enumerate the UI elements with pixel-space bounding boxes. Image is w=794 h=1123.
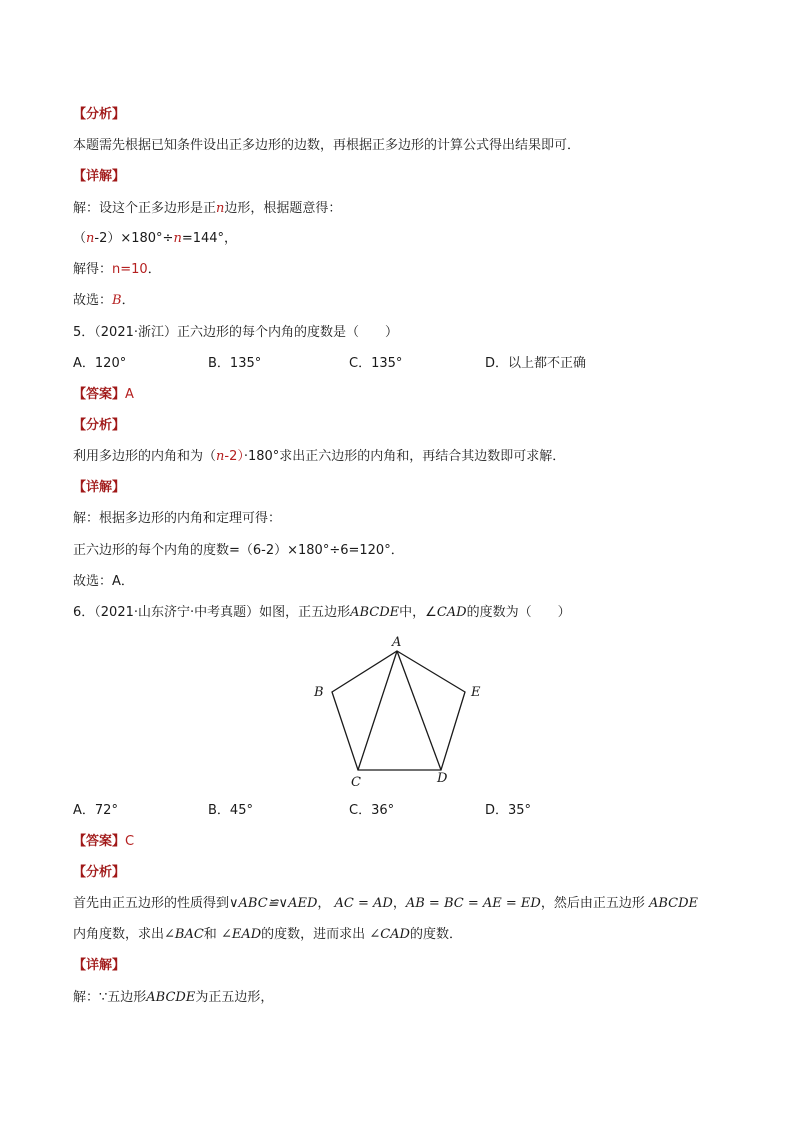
- q6-detail-tag: 【详解】: [73, 958, 126, 973]
- q5-option-b-value: 135°: [229, 356, 262, 371]
- vertex-label-a: A: [392, 635, 402, 650]
- q5-analysis-n: n: [216, 449, 225, 464]
- q6-option-b-label: B．: [208, 803, 230, 818]
- q4-eq-open: （: [73, 231, 87, 246]
- q6-option-b-value: 45°: [229, 803, 253, 818]
- q4-detail-tag: 【详解】: [73, 169, 126, 184]
- q5-analysis-tag: 【分析】: [73, 418, 126, 433]
- q5-analysis-prefix: 利用多边形的内角和为（: [73, 449, 217, 464]
- q5-option-c-label: C．: [349, 356, 372, 371]
- q6-answer: [73, 833, 134, 851]
- diagonal-ad: [397, 651, 441, 770]
- q5-option-c-value: 135°: [371, 356, 403, 371]
- q5-sol-line2: 正六边形的每个内角的度数=（6-2）×180°÷6=120°．: [73, 543, 404, 558]
- vertex-label-c: C: [351, 775, 361, 790]
- q6-option-c-label: C．: [349, 803, 372, 818]
- q6-analysis-name: ABCDE: [648, 896, 699, 911]
- q4-choice-prefix: 故选：: [73, 293, 113, 308]
- q6-option-d-label: D．: [485, 803, 509, 818]
- q6-option-c-value: 36°: [371, 803, 395, 818]
- q6-analysis-l1-d: ，然后由正五边形: [540, 896, 645, 911]
- q5-option-b: [208, 355, 261, 373]
- q6-stem-mid: 中，∠: [399, 605, 437, 620]
- q4-res-value: n=10: [112, 262, 148, 277]
- q6-sol-prefix: 解：∵五边形: [73, 990, 147, 1005]
- q5-detail-tag: 【详解】: [73, 480, 126, 495]
- q5-choice: 故选：A．: [73, 574, 134, 589]
- q4-eq-n: n: [86, 231, 95, 246]
- q6-stem-prefix: 6．（2021·山东济宁·中考真题）如图，正五边形: [73, 605, 351, 620]
- diagonal-ac: [358, 651, 397, 770]
- q5-option-a: [73, 355, 126, 373]
- q6-analysis-l2-b: 和: [203, 927, 217, 942]
- q5-sol-line1: 解：根据多边形的内角和定理可得：: [73, 511, 282, 526]
- vertex-label-d: D: [437, 771, 448, 786]
- q5-option-a-value: 120°: [94, 356, 127, 371]
- q5-option-c: [349, 355, 402, 373]
- q5-option-d-label: D．: [485, 356, 509, 371]
- q6-stem-name: ABCDE: [350, 605, 400, 620]
- q5-option-a-label: A．: [73, 356, 95, 371]
- q5-answer: [73, 386, 134, 404]
- q6-analysis-l1-c: ，: [392, 896, 406, 911]
- q6-sol-name: ABCDE: [146, 990, 196, 1005]
- q6-analysis-congruence: ∨ABC≌∨AED: [229, 896, 318, 911]
- q6-analysis-ang1: ∠BAC: [164, 927, 204, 942]
- q4-sol-suffix: 边形，根据题意得：: [224, 201, 342, 216]
- q4-choice-end: ．: [121, 293, 135, 308]
- q5-analysis-suffix: ·180°求出正六边形的内角和，再结合其边数即可求解．: [243, 449, 566, 464]
- q6-stem: [73, 604, 571, 622]
- vertex-label-e: E: [471, 685, 481, 700]
- q6-analysis-l2-d: 的度数．: [409, 927, 462, 942]
- q5-analysis-text: [73, 448, 565, 466]
- q6-option-a-value: 72°: [94, 803, 118, 818]
- q6-option-a: [73, 802, 118, 820]
- q6-analysis-eq1: AC = AD: [334, 896, 393, 911]
- q6-option-b: [208, 802, 253, 820]
- q5-option-d-value: 以上都不正确: [508, 356, 587, 371]
- q6-option-d: [485, 802, 531, 820]
- q6-analysis-l2-a: 内角度数，求出: [73, 927, 165, 942]
- q6-option-c: [349, 802, 394, 820]
- q6-analysis-l2-c: 的度数，进而求出: [261, 927, 366, 942]
- pentagon-figure: [300, 630, 500, 795]
- q4-analysis-text: 本题需先根据已知条件设出正多边形的边数，再根据正多边形的计算公式得出结果即可．: [73, 138, 581, 153]
- q4-sol-prefix: 解：设这个正多边形是正: [73, 201, 217, 216]
- q4-sol-n: n: [216, 201, 225, 216]
- q4-eq-end: =144°，: [181, 231, 238, 246]
- q4-res-prefix: 解得：: [73, 262, 113, 277]
- q4-eq-n2: n: [173, 231, 182, 246]
- q4-choice: [73, 292, 135, 310]
- q6-analysis-l1-a: 首先由正五边形的性质得到: [73, 896, 230, 911]
- q6-option-a-label: A．: [73, 803, 95, 818]
- q4-result: [73, 261, 161, 279]
- q6-option-d-value: 35°: [508, 803, 532, 818]
- q6-analysis-tag: 【分析】: [73, 865, 126, 880]
- q4-choice-value: B: [112, 293, 122, 308]
- q5-answer-value: A: [125, 387, 134, 402]
- q4-eq-mid: -2）×180°÷: [94, 231, 174, 246]
- q6-answer-value: C: [125, 834, 135, 849]
- q6-analysis-line2: [73, 926, 462, 944]
- q6-sol-line1: [73, 989, 273, 1007]
- q6-stem-angle: CAD: [436, 605, 467, 620]
- q6-analysis-ang2: ∠EAD: [220, 927, 262, 942]
- q5-stem: 5．（2021·浙江）正六边形的每个内角的度数是（ ）: [73, 325, 398, 340]
- q4-res-end: ．: [147, 262, 161, 277]
- q6-sol-suffix: 为正五边形，: [195, 990, 274, 1005]
- q6-analysis-l1-b: ，: [317, 896, 331, 911]
- q4-equation: [73, 230, 237, 248]
- vertex-label-b: B: [314, 685, 324, 700]
- q6-analysis-ang3: ∠CAD: [369, 927, 410, 942]
- q5-option-d: [485, 355, 586, 373]
- q6-analysis-eq2: AB = BC = AE = ED: [405, 896, 541, 911]
- q4-analysis-tag: 【分析】: [73, 107, 126, 122]
- q6-answer-tag: 【答案】: [73, 834, 126, 849]
- q4-solution-line: [73, 200, 341, 218]
- q6-stem-suffix: 的度数为（ ）: [466, 605, 571, 620]
- q6-analysis-line1: [73, 895, 698, 913]
- q5-option-b-label: B．: [208, 356, 230, 371]
- q5-analysis-mid: -2）: [224, 449, 244, 464]
- pentagon-outline: [332, 651, 465, 770]
- q5-answer-tag: 【答案】: [73, 387, 126, 402]
